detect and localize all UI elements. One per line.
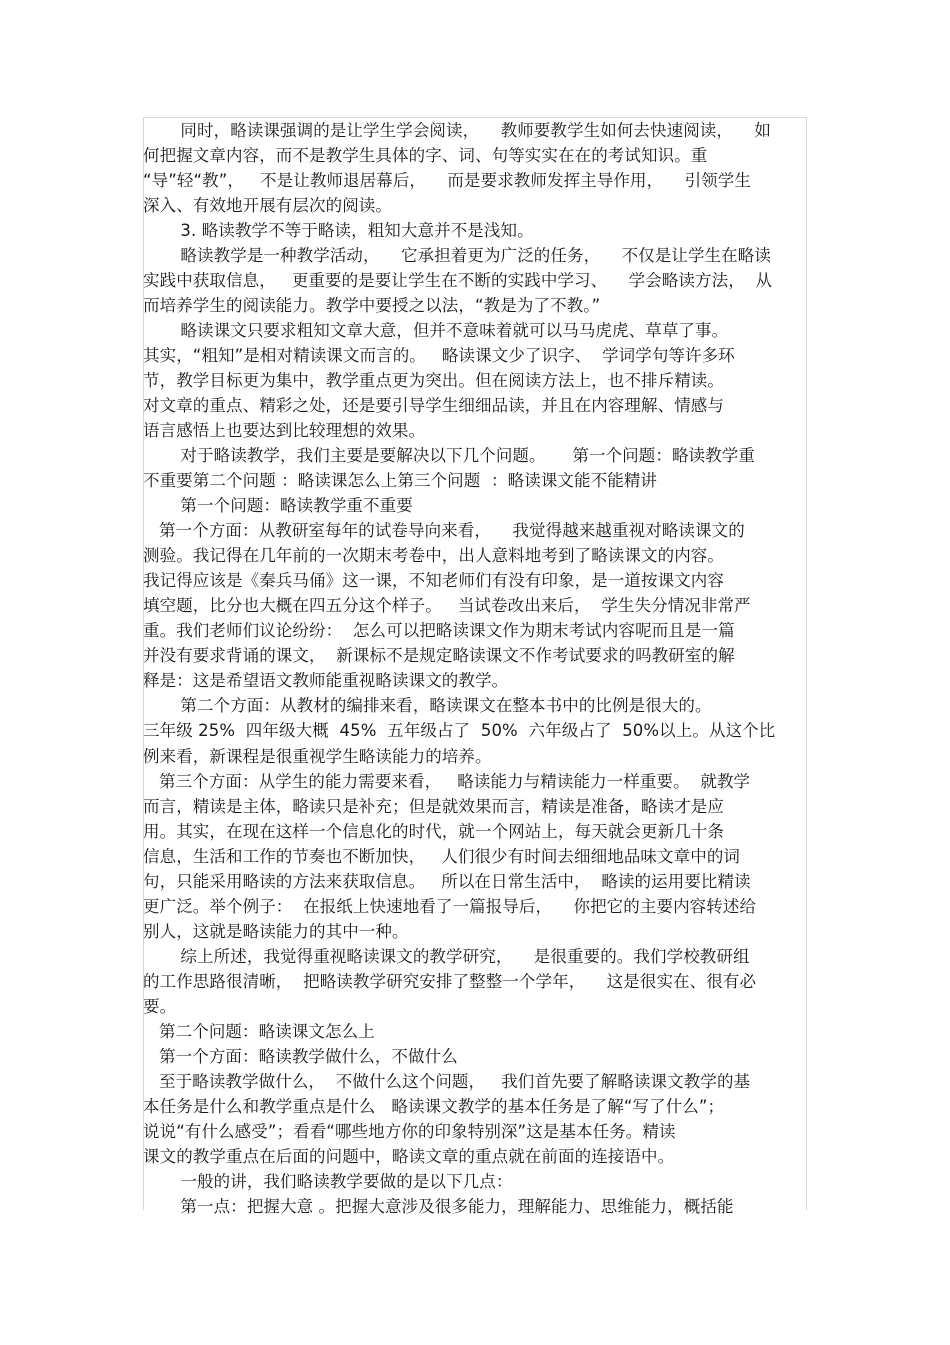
text-line: 用。其实，在现在这样一个信息化的时代，就一个网站上，每天就会更新几十条: [143, 822, 724, 841]
text-line: “导”轻“教”， 不是让教师退居幕后， 而是要求教师发挥主导作用， 引领学生: [143, 171, 751, 190]
text-line: 更广泛。举个例子： 在报纸上快速地看了一篇报导后， 你把它的主要内容转述给: [143, 897, 757, 916]
text-line: 对于略读教学，我们主要是要解决以下几个问题。 第一个问题：略读教学重: [143, 446, 755, 465]
text-line: 我记得应该是《秦兵马俑》这一课，不知老师们有没有印象，是一道按课文内容: [143, 571, 724, 590]
text-line: 何把握文章内容，而不是教学生具体的字、词、句等实实在在的考试知识。重: [143, 146, 708, 165]
text-line: 本任务是什么和教学重点是什么 略读课文教学的基本任务是了解“写了什么”；: [143, 1097, 725, 1116]
text-line: 第一点：把握大意 。把握大意涉及很多能力，理解能力、思维能力，概括能: [143, 1197, 734, 1216]
text-line: 深入、有效地开展有层次的阅读。: [143, 196, 392, 215]
text-line: 重。我们老师们议论纷纷： 怎么可以把略读课文作为期末考试内容呢而且是一篇: [143, 621, 735, 640]
text-line: 语言感悟上也要达到比较理想的效果。: [143, 421, 426, 440]
text-line: 并没有要求背诵的课文， 新课标不是规定略读课文不作考试要求的吗教研室的解: [143, 646, 735, 665]
text-line: 略读课文只要求粗知文章大意，但并不意味着就可以马马虎虎、草草了事。: [143, 321, 729, 340]
text-line: 课文的教学重点在后面的问题中，略读文章的重点就在前面的连接语中。: [143, 1147, 675, 1166]
text-line: 第一个问题：略读教学重不重要: [143, 496, 413, 515]
text-line: 综上所述，我觉得重视略读课文的教学研究， 是很重要的。我们学校教研组: [143, 947, 750, 966]
text-line: 一般的讲，我们略读教学要做的是以下几点：: [143, 1172, 513, 1191]
text-line: 测验。我记得在几年前的一次期末考卷中，出人意料地考到了略读课文的内容。: [143, 546, 724, 565]
text-line: 释是：这是希望语文教师能重视略读课文的教学。: [143, 671, 509, 690]
text-line: 填空题，比分也大概在四五分这个样子。 当试卷改出来后， 学生失分情况非常严: [143, 596, 751, 615]
text-line: 第二个问题：略读课文怎么上: [143, 1022, 375, 1041]
text-line: 其实，“粗知”是相对精读课文而言的。 略读课文少了识字、 学词学句等许多环: [143, 346, 735, 365]
text-line: 第一个方面：从教研室每年的试卷导向来看， 我觉得越来越重视对略读课文的: [143, 521, 745, 540]
text-line: 第三个方面：从学生的能力需要来看， 略读能力与精读能力一样重要。 就教学: [143, 772, 751, 791]
text-line: 实践中获取信息， 更重要的是要让学生在不断的实践中学习、 学会略读方法， 从: [143, 271, 773, 290]
text-line: 第一个方面：略读教学做什么，不做什么: [143, 1047, 458, 1066]
text-line: 不重要第二个问题 ：略读课怎么上第三个问题 ：略读课文能不能精讲: [143, 471, 658, 490]
text-line: 3. 略读教学不等于略读，粗知大意并不是浅知。: [143, 221, 534, 240]
text-line: 而培养学生的阅读能力。教学中要授之以法，“教是为了不教。”: [143, 296, 601, 315]
text-line: 至于略读教学做什么， 不做什么这个问题， 我们首先要了解略读课文教学的基: [143, 1072, 751, 1091]
text-line: 而言，精读是主体，略读只是补充；但是就效果而言，精读是准备，略读才是应: [143, 797, 724, 816]
text-line: 要。: [143, 997, 177, 1016]
text-line: 别人，这就是略读能力的其中一种。: [143, 922, 409, 941]
text-line: 信息，生活和工作的节奏也不断加快， 人们很少有时间去细细地品味文章中的词: [143, 847, 741, 866]
page-border-right: [806, 117, 807, 1210]
text-line: 例来看，新课程是很重视学生略读能力的培养。: [143, 747, 492, 766]
text-line: 的工作思路很清晰， 把略读教学研究安排了整整一个学年， 这是很实在、很有必: [143, 972, 757, 991]
text-line: 第二个方面：从教材的编排来看，略读课文在整本书中的比例是很大的。: [143, 696, 712, 715]
text-line: 句，只能采用略读的方法来获取信息。 所以在日常生活中， 略读的运用要比精读: [143, 872, 751, 891]
text-line: 对文章的重点、精彩之处，还是要引导学生细细品读，并且在内容理解、情感与: [143, 396, 724, 415]
text-line: 略读教学是一种教学活动， 它承担着更为广泛的任务， 不仅是让学生在略读: [143, 246, 771, 265]
text-line: 节，教学目标更为集中，教学重点更为突出。但在阅读方法上，也不排斥精读。: [143, 371, 724, 390]
text-line: 三年级 25% 四年级大概 45% 五年级占了 50% 六年级占了 50%以上。从这个比: [143, 721, 776, 740]
text-line: 同时，略读课强调的是让学生学会阅读， 教师要教学生如何去快速阅读， 如: [143, 121, 771, 140]
text-line: 说说“有什么感受”；看看“哪些地方你的印象特别深”这是基本任务。精读: [143, 1122, 676, 1141]
